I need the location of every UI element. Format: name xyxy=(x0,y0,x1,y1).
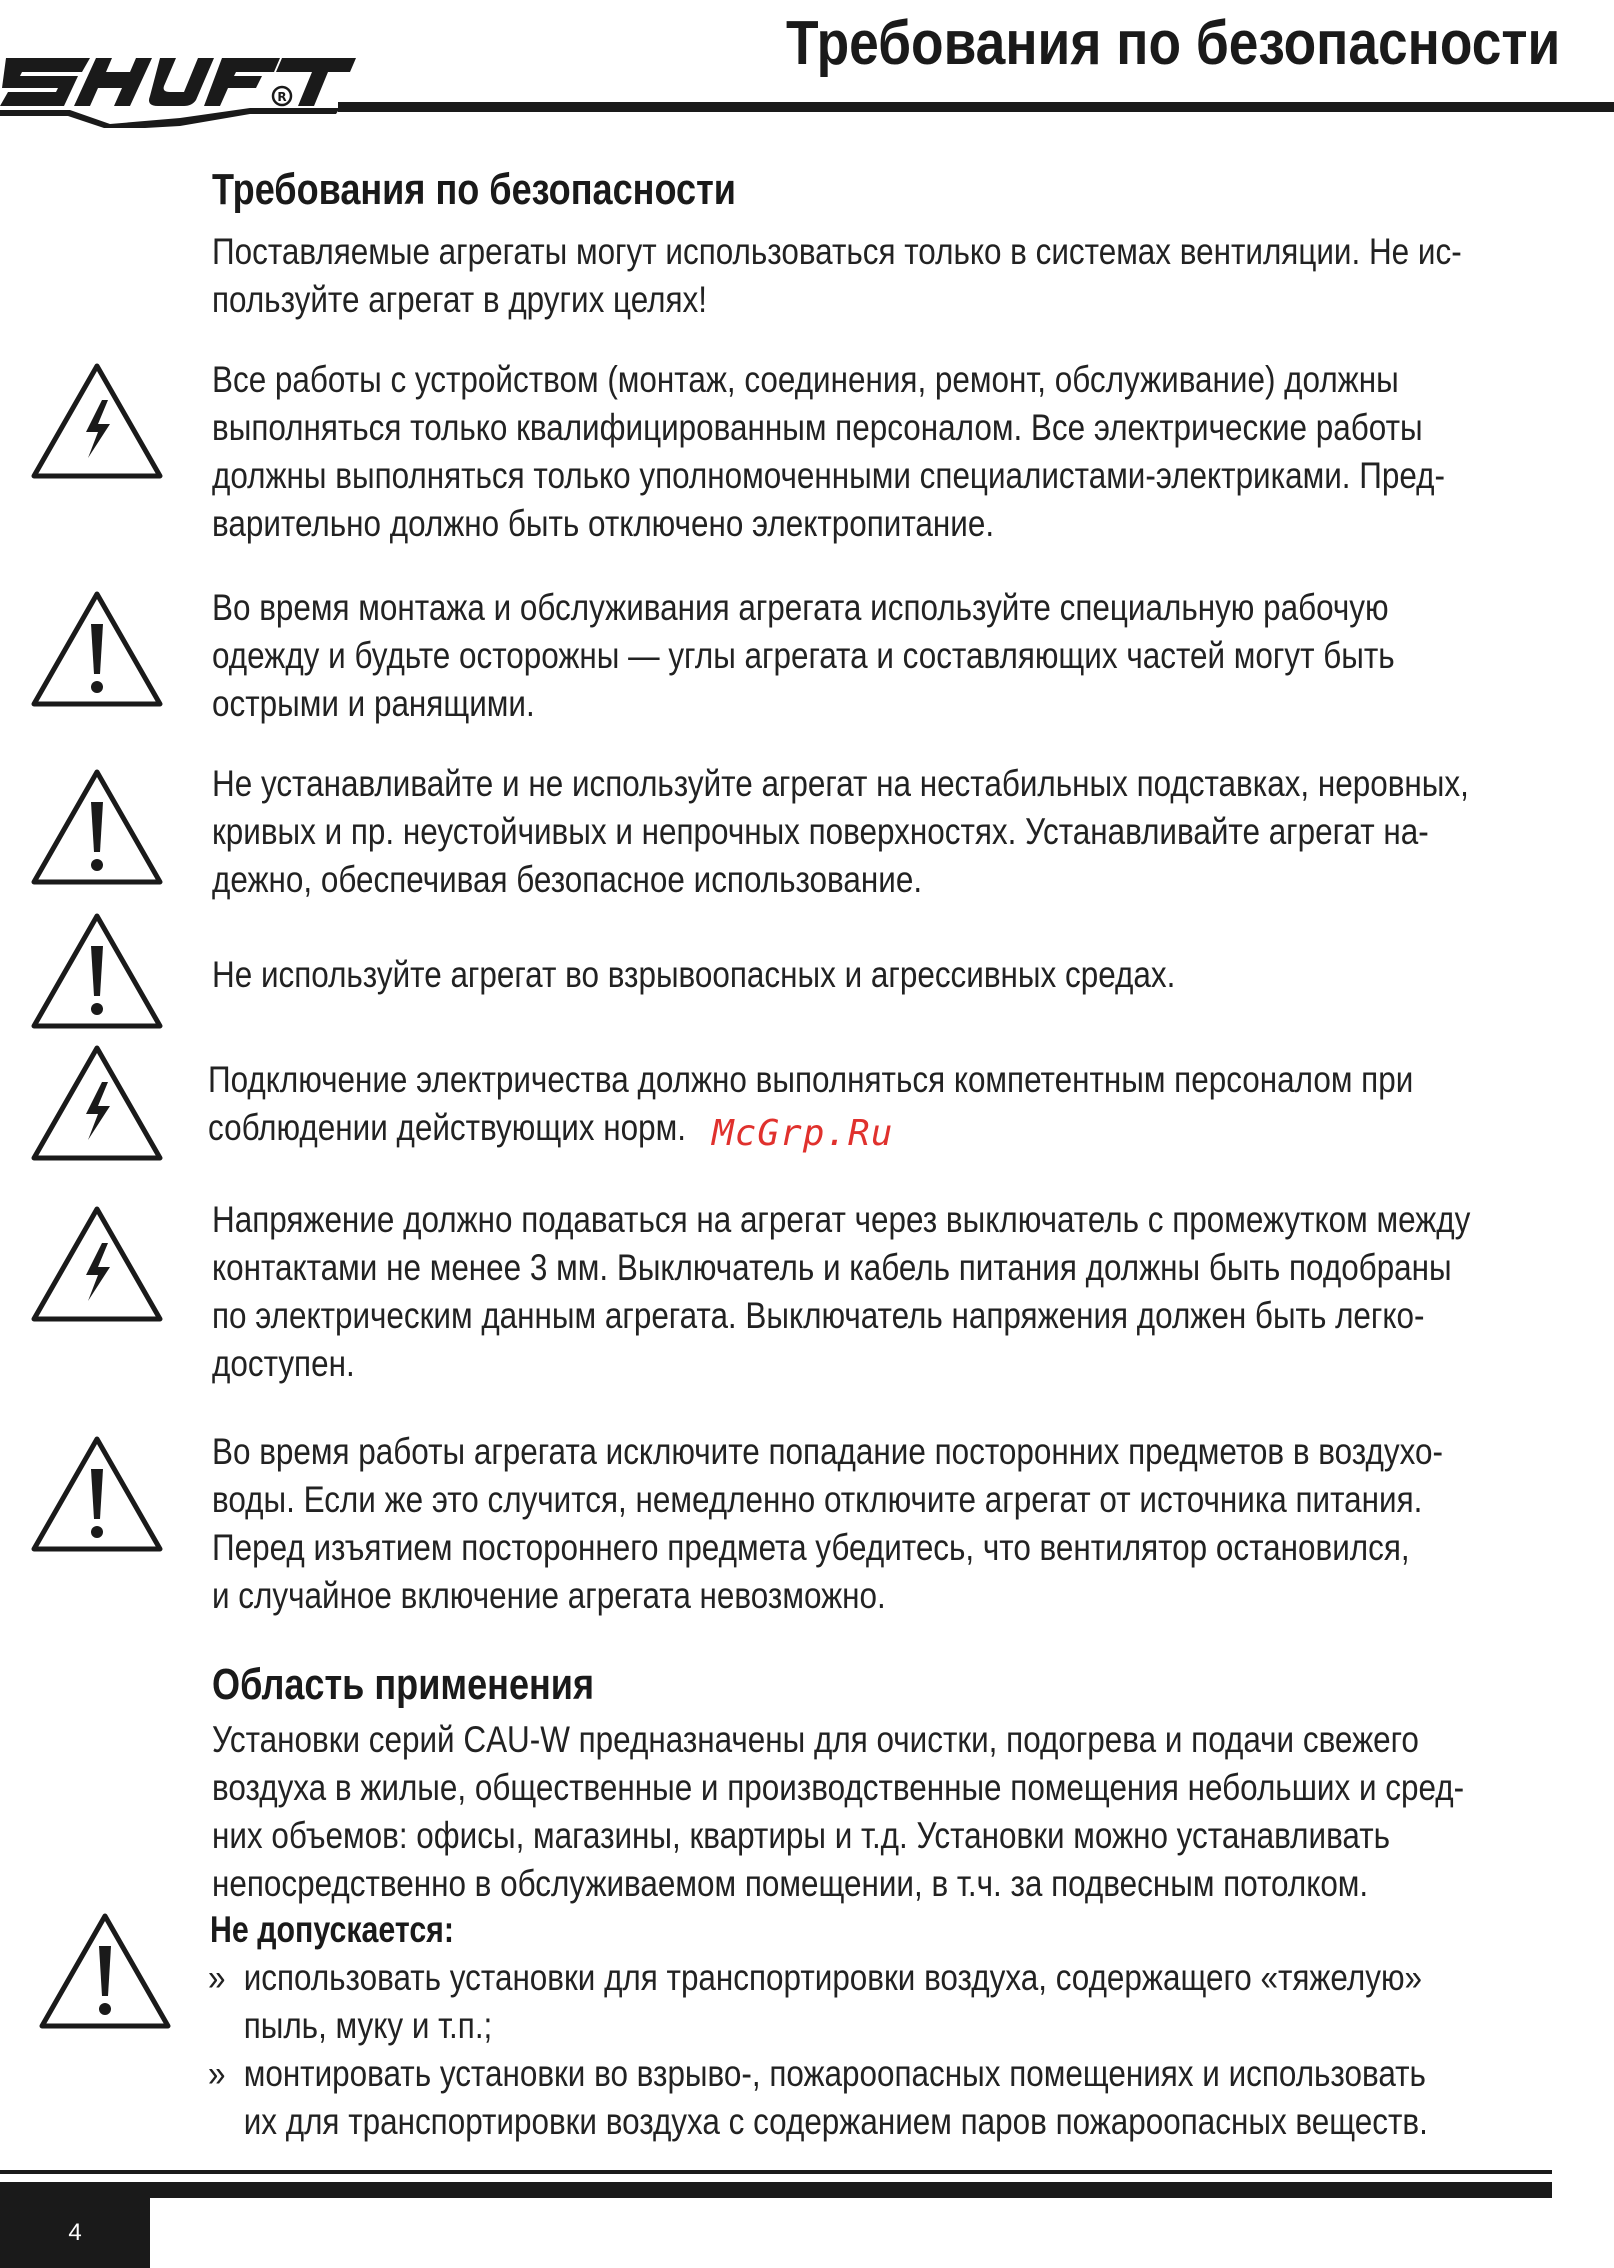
text-line: и случайное включение агрегата невозможно. xyxy=(212,1575,886,1616)
application-section xyxy=(212,1660,1552,1710)
safety-item xyxy=(212,356,1552,548)
text-line: них объемов: офисы, магазины, квартиры и т.д. Установки можно устанавливать xyxy=(212,1815,1391,1856)
text-line: выполняться только квалифицированным персоналом. Все электрические работы xyxy=(212,407,1423,448)
list-item xyxy=(208,2050,1548,2146)
text-line: непосредственно в обслуживаемом помещении, в т.ч. за подвесным потолком. xyxy=(212,1863,1369,1904)
safety-heading: Требования по безопасности xyxy=(212,165,736,214)
text-line: воздуха в жилые, общественные и производственные помещения небольших и сред- xyxy=(212,1767,1465,1808)
text-line: соблюдении действующих норм. xyxy=(208,1107,686,1148)
application-heading: Область применения xyxy=(212,1660,595,1709)
electric-hazard-icon xyxy=(30,362,164,480)
safety-intro xyxy=(212,228,1552,324)
brand-logo xyxy=(0,28,360,128)
warning-icon xyxy=(38,1912,172,2030)
safety-item xyxy=(212,584,1552,728)
safety-section xyxy=(212,165,1552,215)
warning-icon xyxy=(30,1435,164,1553)
warning-icon xyxy=(30,912,164,1030)
text-line: одежду и будьте осторожны — углы агрегата и составляющих частей могут быть xyxy=(212,635,1395,676)
header-title: Требования по безопасности xyxy=(785,9,1560,78)
text-line: пользуйте агрегат в других целях! xyxy=(212,279,707,320)
text-line: варительно должно быть отключено электропитание. xyxy=(212,503,995,544)
text-line: контактами не менее 3 мм. Выключатель и кабель питания должны быть подобраны xyxy=(212,1247,1452,1288)
text-line: дежно, обеспечивая безопасное использование. xyxy=(212,859,923,900)
text-line: острыми и ранящими. xyxy=(212,683,535,724)
text-line: Во время монтажа и обслуживания агрегата используйте специальную рабочую xyxy=(212,587,1389,628)
warning-icon xyxy=(30,590,164,708)
not-allowed-section xyxy=(210,1906,1550,1954)
text-line: пыль, муку и т.п.; xyxy=(243,2005,493,2046)
footer-rule-thick xyxy=(0,2182,1552,2198)
text-line: кривых и пр. неустойчивых и непрочных поверхностях. Устанавливайте агрегат на- xyxy=(212,811,1429,852)
bullet-list xyxy=(208,1954,1548,2146)
electric-hazard-icon xyxy=(30,1044,164,1162)
text-line: Подключение электричества должно выполняться компетентным персоналом при xyxy=(208,1059,1414,1100)
safety-item xyxy=(212,760,1552,904)
text-line: монтировать установки во взрыво-, пожароопасных помещениях и использовать xyxy=(243,2053,1426,2094)
text-line: Перед изъятием постороннего предмета убедитесь, что вентилятор остановился, xyxy=(212,1527,1410,1568)
text-line: Не используйте агрегат во взрывоопасных и агрессивных средах. xyxy=(212,954,1176,995)
text-line: использовать установки для транспортировки воздуха, содержащего «тяжелую» xyxy=(243,1957,1423,1998)
text-line: их для транспортировки воздуха с содержанием паров пожароопасных веществ. xyxy=(243,2101,1428,2142)
bullet-mark: » xyxy=(208,2053,226,2094)
header-rule xyxy=(338,102,1614,112)
not-allowed-label: Не допускается: xyxy=(210,1909,455,1950)
text-line: Поставляемые агрегаты могут использоваться только в системах вентиляции. Не ис- xyxy=(212,231,1462,272)
watermark: McGrp.Ru xyxy=(712,1113,894,1154)
page-number: 4 xyxy=(0,2198,150,2268)
text-line: воды. Если же это случится, немедленно отключите агрегат от источника питания. xyxy=(212,1479,1423,1520)
electric-hazard-icon xyxy=(30,1205,164,1323)
list-item xyxy=(208,1954,1548,2050)
text-line: Не устанавливайте и не используйте агрегат на нестабильных подставках, неровных, xyxy=(212,763,1469,804)
text-line: доступен. xyxy=(212,1343,355,1384)
safety-item xyxy=(212,1428,1552,1620)
application-body xyxy=(212,1716,1552,1908)
safety-item xyxy=(212,1196,1552,1388)
bullet-mark: » xyxy=(208,1957,226,1998)
svg-text:R: R xyxy=(277,90,287,104)
text-line: Все работы с устройством (монтаж, соединения, ремонт, обслуживание) должны xyxy=(212,359,1399,400)
footer-rule-thin xyxy=(0,2170,1552,2174)
safety-item xyxy=(212,951,1552,999)
text-line: Установки серий CAU-W предназначены для очистки, подогрева и подачи свежего xyxy=(212,1719,1419,1760)
text-line: Во время работы агрегата исключите попадание посторонних предметов в воздухо- xyxy=(212,1431,1443,1472)
text-line: Напряжение должно подаваться на агрегат через выключатель с промежутком между xyxy=(212,1199,1471,1240)
warning-icon xyxy=(30,768,164,886)
text-line: должны выполняться только уполномоченными специалистами-электриками. Пред- xyxy=(212,455,1445,496)
text-line: по электрическим данным агрегата. Выключатель напряжения должен быть легко- xyxy=(212,1295,1425,1336)
